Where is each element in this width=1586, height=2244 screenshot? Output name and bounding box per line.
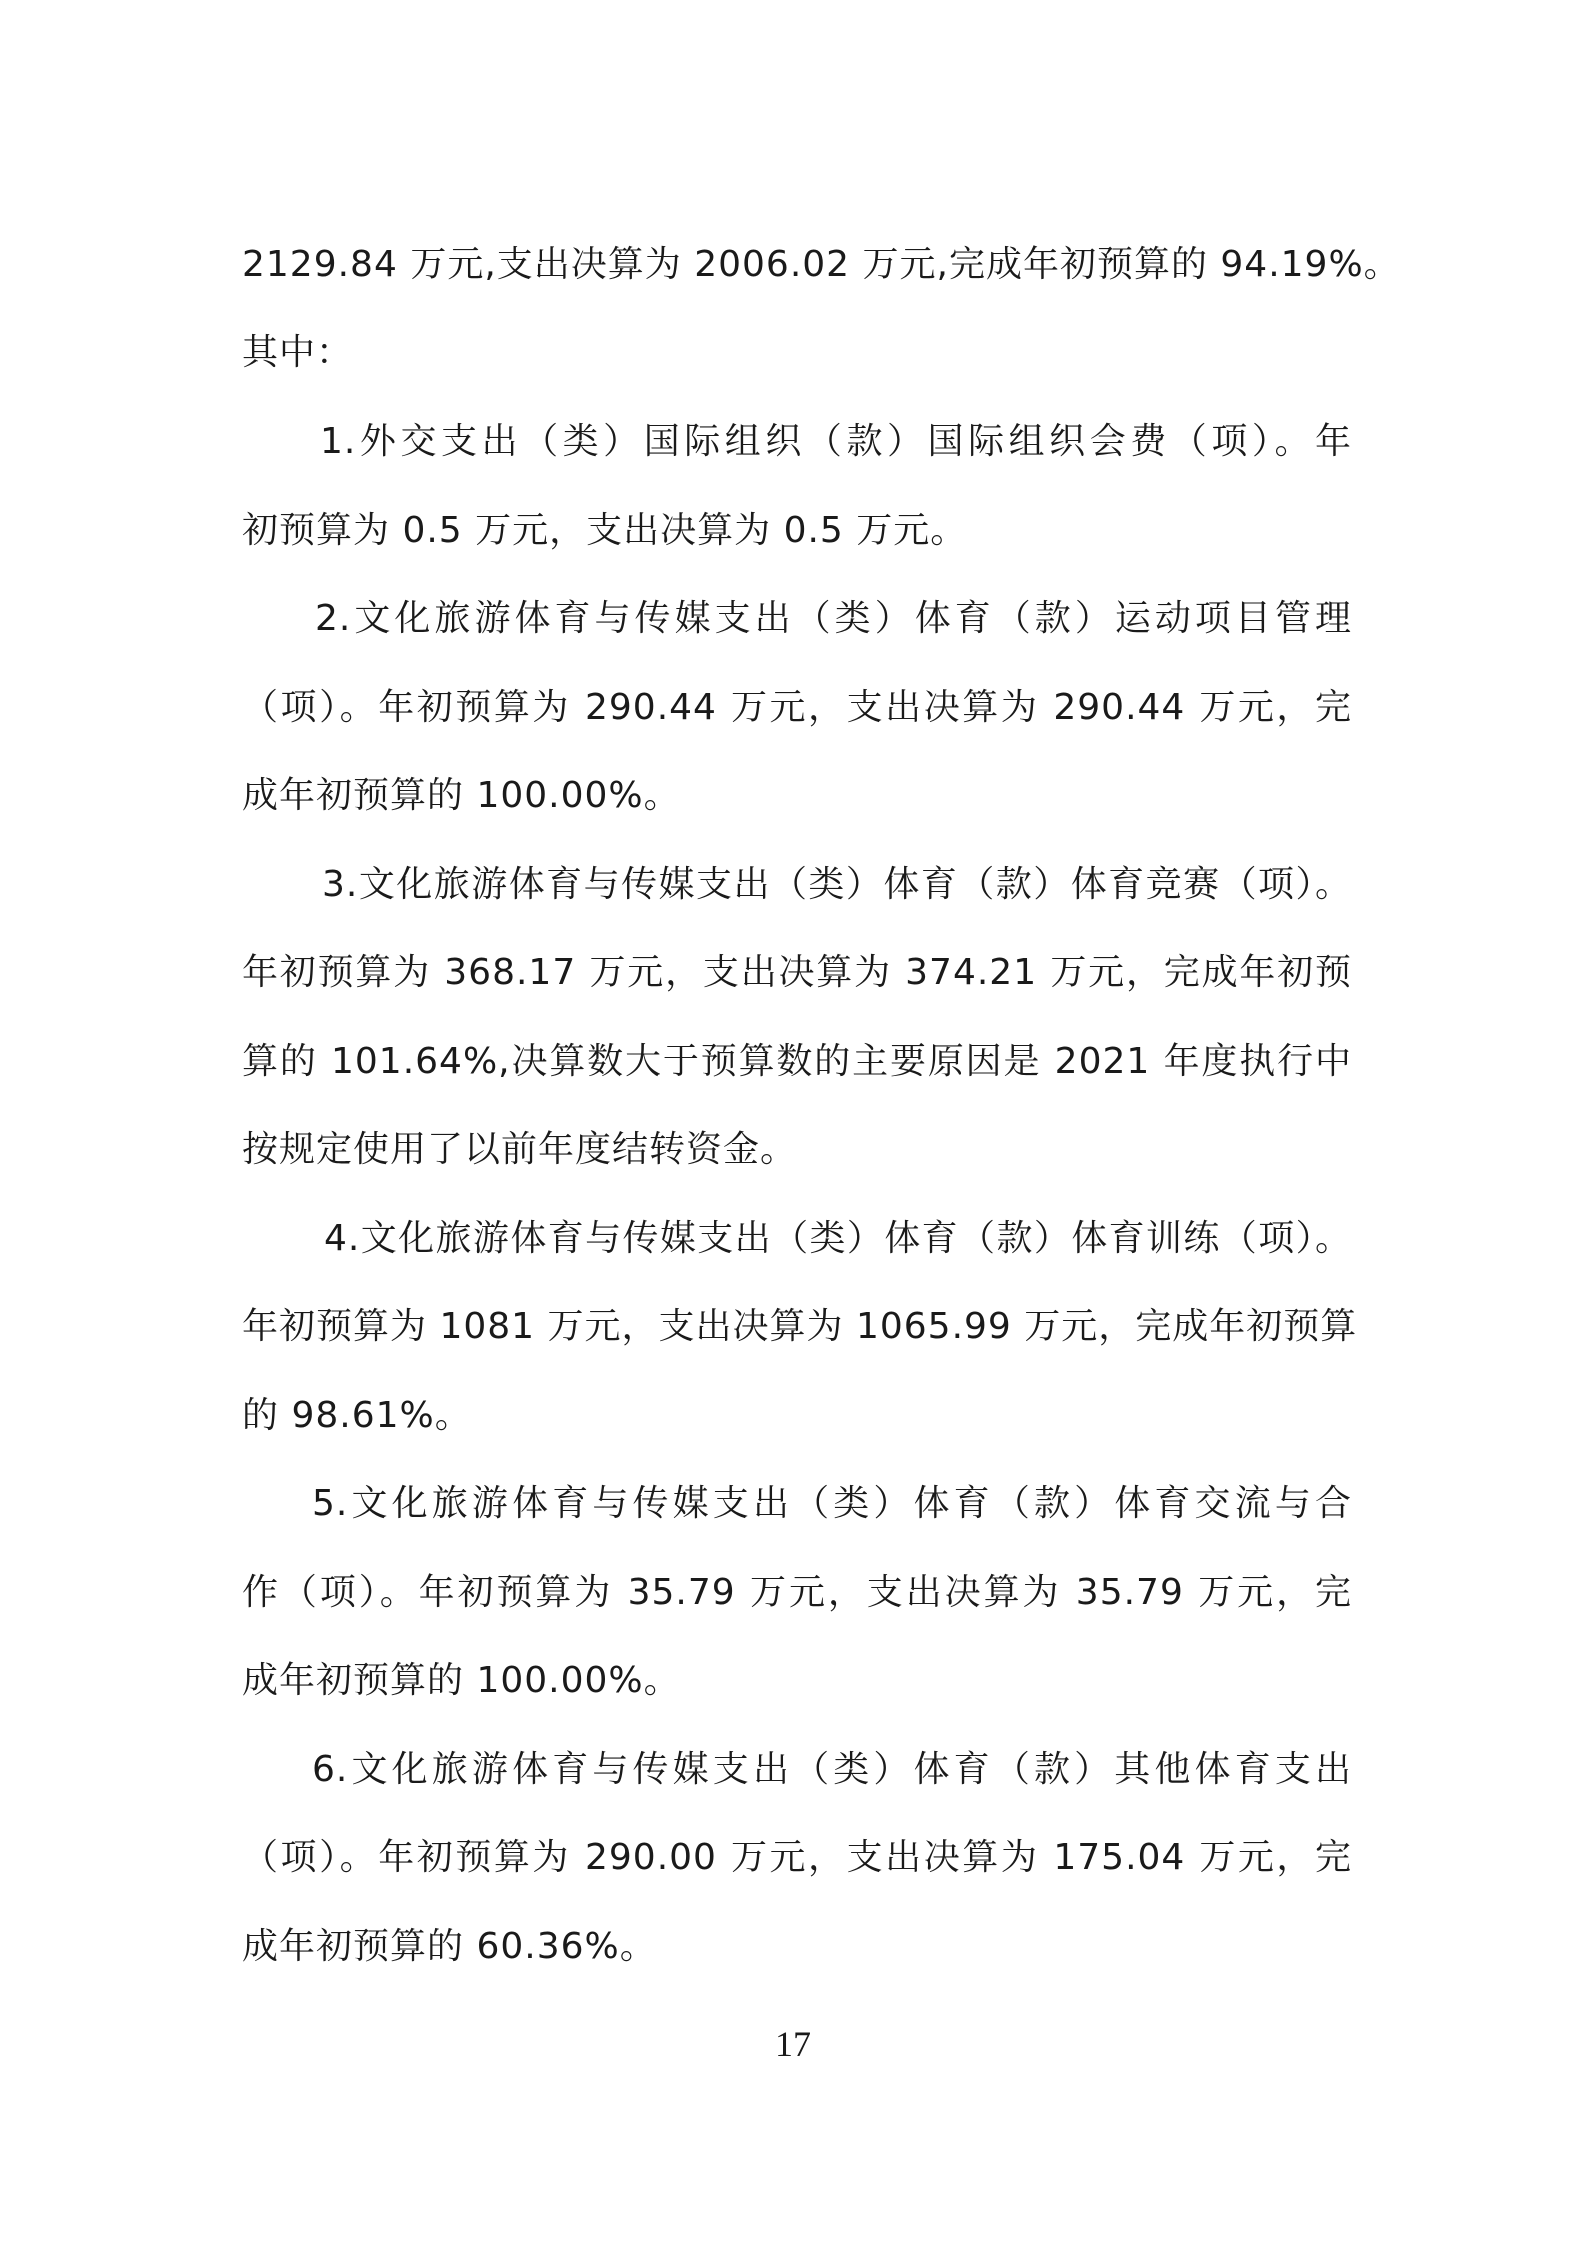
text-line: 6.文化旅游体育与传媒支出（类）体育（款）其他体育支出 bbox=[312, 1749, 1352, 1790]
text-line: 成年初预算的 100.00%。 bbox=[242, 1660, 681, 1701]
text-line: 初预算为 0.5 万元，支出决算为 0.5 万元。 bbox=[242, 510, 968, 551]
text-line: 作（项）。年初预算为 35.79 万元，支出决算为 35.79 万元，完 bbox=[242, 1572, 1352, 1613]
text-line: 5.文化旅游体育与传媒支出（类）体育（款）体育交流与合 bbox=[312, 1483, 1352, 1524]
text-line: 其中： bbox=[242, 332, 354, 373]
text-line: 年初预算为 368.17 万元，支出决算为 374.21 万元，完成年初预 bbox=[242, 952, 1352, 993]
text-line: 的 98.61%。 bbox=[242, 1395, 472, 1436]
text-line: （项）。年初预算为 290.44 万元，支出决算为 290.44 万元，完 bbox=[242, 687, 1352, 728]
text-line: 3.文化旅游体育与传媒支出（类）体育（款）体育竞赛（项）。 bbox=[322, 864, 1352, 905]
text-line: 成年初预算的 60.36%。 bbox=[242, 1926, 657, 1967]
text-line: 2129.84 万元,支出决算为 2006.02 万元,完成年初预算的 94.19%。 bbox=[242, 244, 1401, 285]
text-line: 4.文化旅游体育与传媒支出（类）体育（款）体育训练（项）。 bbox=[324, 1218, 1352, 1259]
page-number: 17 bbox=[775, 2024, 811, 2064]
text-line: 算的 101.64%,决算数大于预算数的主要原因是 2021 年度执行中 bbox=[242, 1041, 1352, 1082]
text-line: 年初预算为 1081 万元，支出决算为 1065.99 万元，完成年初预算 bbox=[242, 1306, 1358, 1347]
text-line: 1.外交支出（类）国际组织（款）国际组织会费（项）。年 bbox=[320, 421, 1352, 462]
text-line: 成年初预算的 100.00%。 bbox=[242, 775, 681, 816]
text-line: 2.文化旅游体育与传媒支出（类）体育（款）运动项目管理 bbox=[315, 598, 1352, 639]
text-line: （项）。年初预算为 290.00 万元，支出决算为 175.04 万元，完 bbox=[242, 1837, 1352, 1878]
text-line: 按规定使用了以前年度结转资金。 bbox=[242, 1129, 798, 1170]
